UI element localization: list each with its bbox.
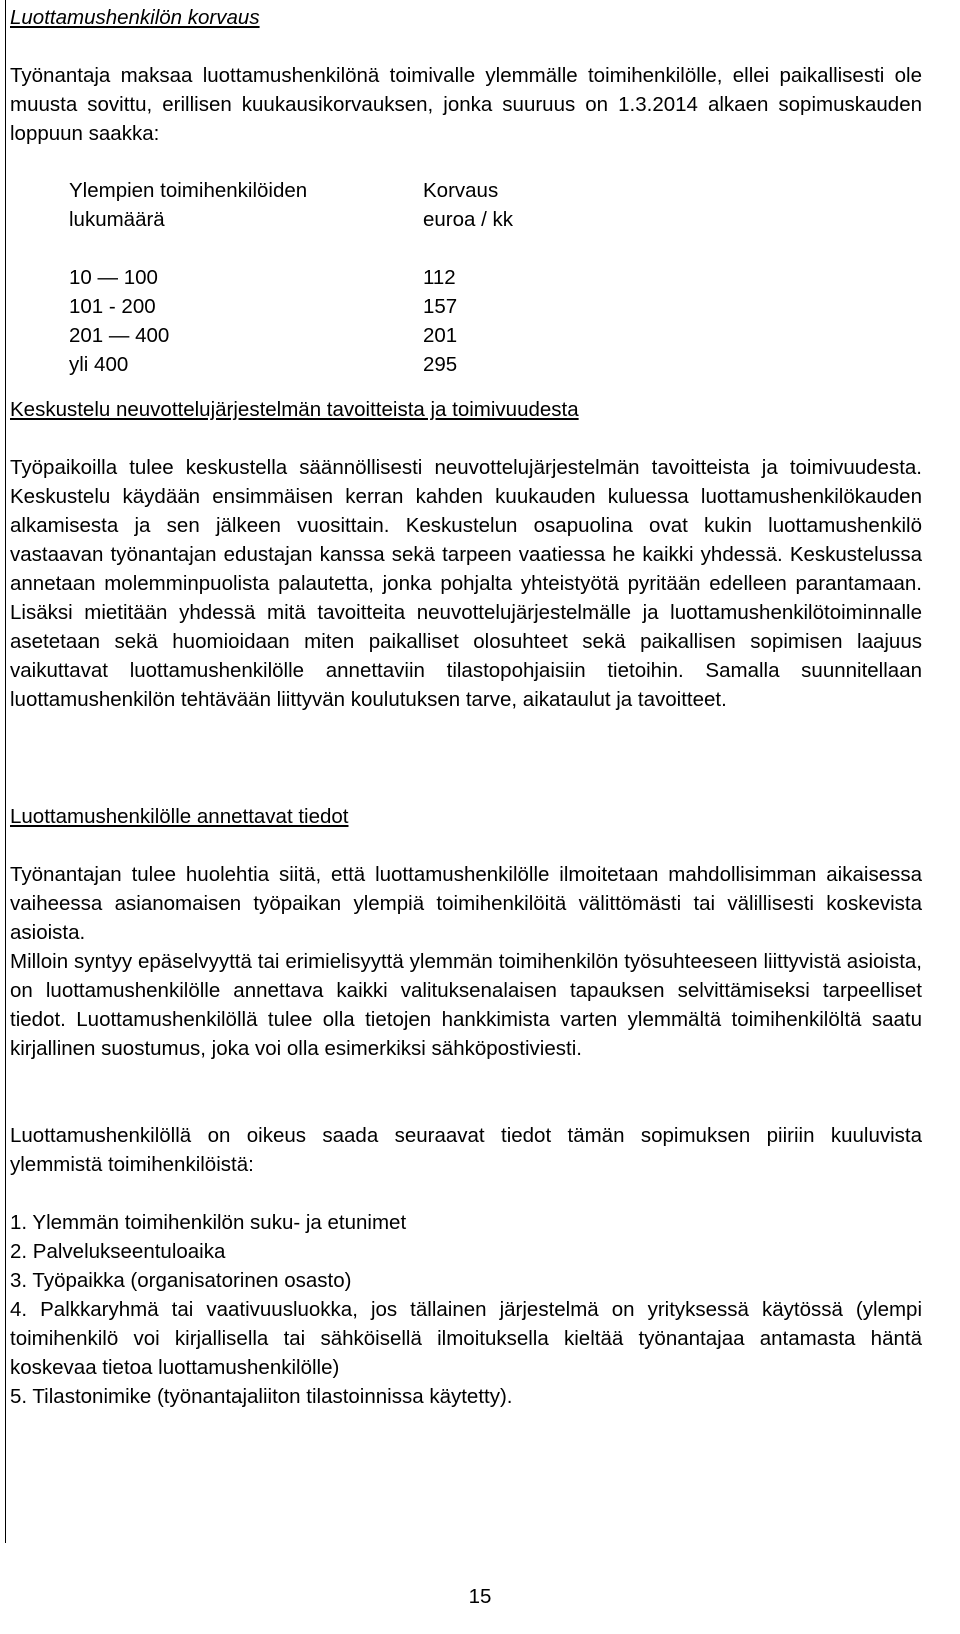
section-title-discussion: Keskustelu neuvottelujärjestelmän tavoitteista ja toimivuudesta <box>10 398 579 421</box>
page-number: 15 <box>468 1585 492 1608</box>
compensation-intro: Työnantaja maksaa luottamushenkilönä toimivalle ylemmälle toimihenkilölle, ellei paikallisesti ole muusta sovittu, erillisen kuukausikorvauksen, jonka suuruus on 1.3.2014 alkaen sopimuskauden loppuun saakka: <box>10 64 922 145</box>
table-col-count <box>69 176 399 379</box>
table-col-amount <box>423 176 643 379</box>
header-line: lukumäärä <box>69 208 165 231</box>
information-list <box>10 1208 922 1411</box>
table-cell-range: yli 400 <box>69 353 129 376</box>
header-line: euroa / kk <box>423 208 514 231</box>
information-para-1: Työnantajan tulee huolehtia siitä, että luottamushenkilölle ilmoitetaan mahdollisimman aikaisessa vaiheessa asianomaisen työpaikan ylempiä toimihenkilöitä välittömästi tai välillisesti koskevista asioista. <box>10 863 922 944</box>
list-item: 4. Palkkaryhmä tai vaativuusluokka, jos tällainen järjestelmä on yrityksessä käytössä (ylempi toimihenkilö voi kirjallisella tai sähköisellä ilmoituksella kieltää työnantajaa antamasta häntä koskevaa tietoa luottamushenkilölle) <box>10 1298 922 1379</box>
table-cell-amount: 295 <box>423 353 458 376</box>
section-title-information: Luottamushenkilölle annettavat tiedot <box>10 805 349 828</box>
information-para-2: Milloin syntyy epäselvyyttä tai erimielisyyttä ylemmän toimihenkilön työsuhteeseen liittyvistä asioista, on luottamushenkilölle annettava kaikki valituksenalaisen tapauksen selvittämiseksi tarpeelliset tiedot. Luottamushenkilöllä tulee olla tietojen hankkimista varten ylemmältä toimihenkilöltä saatu kirjallinen suostumus, joka voi olla esimerkiksi sähköpostiviesti. <box>10 950 922 1060</box>
spacer <box>423 234 643 263</box>
table-cell-range: 10 — 100 <box>69 266 158 289</box>
section-title-compensation: Luottamushenkilön korvaus <box>10 6 260 29</box>
table-cell-range: 201 — 400 <box>69 324 170 347</box>
table-cell-range: 101 - 200 <box>69 295 156 318</box>
header-line: Korvaus <box>423 179 499 202</box>
list-item: 3. Työpaikka (organisatorinen osasto) <box>10 1269 352 1292</box>
spacer <box>69 234 399 263</box>
list-item: 1. Ylemmän toimihenkilön suku- ja etunimet <box>10 1211 407 1234</box>
margin-line <box>5 0 6 1543</box>
table-cell-amount: 157 <box>423 295 458 318</box>
list-item: 5. Tilastonimike (työnantajaliiton tilastoinnissa käytetty). <box>10 1385 513 1408</box>
table-cell-amount: 201 <box>423 324 458 347</box>
list-item: 2. Palvelukseentuloaika <box>10 1240 226 1263</box>
table-cell-amount: 112 <box>423 266 456 289</box>
discussion-body: Työpaikoilla tulee keskustella säännöllisesti neuvottelujärjestelmän tavoitteista ja toimivuudesta. Keskustelu käydään ensimmäisen kerran kahden kuukauden kuluessa luottamushenkilökauden alkamisesta ja sen jälkeen vuosittain. Keskustelun osapuolina ovat kukin luottamushenkilö vastaavan työnantajan edustajan kanssa sekä tarpeen vaatiessa he kaikki yhdessä. Keskustelussa annetaan molemminpuolista palautetta, jonka pohjalta yhteistyötä pyritään edelleen parantamaan. Lisäksi mietitään yhdessä mitä tavoitteita neuvottelujärjestelmälle ja luottamushenkilötoiminnalle asetetaan sekä huomioidaan miten paikalliset olosuhteet sekä paikallisen sopimisen laajuus vaikuttavat luottamushenkilölle annettaviin tilastopohjaisiin tietoihin. Samalla suunnitellaan luottamushenkilön tehtävään liittyvän koulutuksen tarve, aikataulut ja tavoitteet. <box>10 456 922 711</box>
header-line: Ylempien toimihenkilöiden <box>69 179 308 202</box>
information-para-3: Luottamushenkilöllä on oikeus saada seuraavat tiedot tämän sopimuksen piiriin kuuluvista ylemmistä toimihenkilöistä: <box>10 1124 922 1176</box>
